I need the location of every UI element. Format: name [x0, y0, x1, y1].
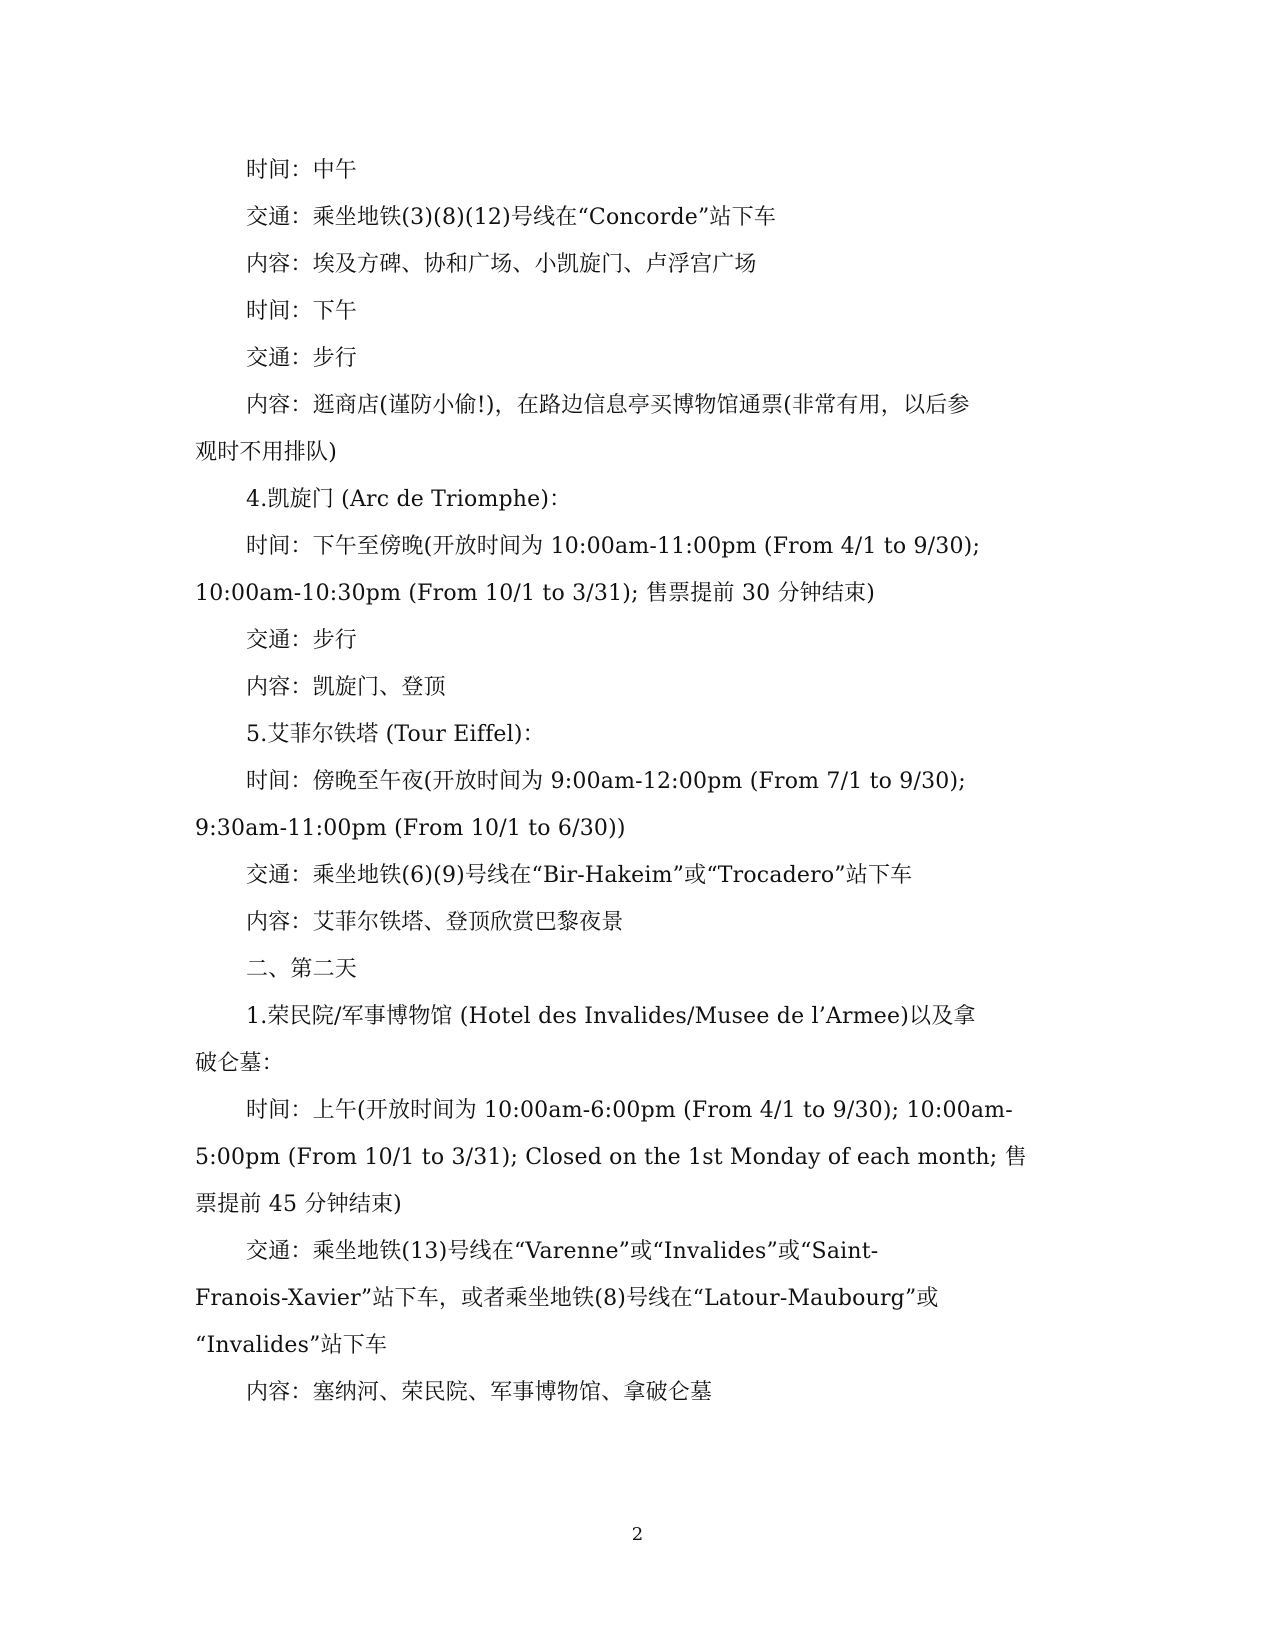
section-heading: 1.荣民院/军事博物馆 (Hotel des Invalides/Musee de l’Armee)以及拿 [246, 1004, 976, 1029]
text-line: 5:00pm (From 10/1 to 3/31); Closed on the 1st Monday of each month; 售 [195, 1145, 1027, 1170]
section-heading: 5.艾菲尔铁塔 (Tour Eiffel)： [246, 722, 545, 747]
text-line: 9:30am-11:00pm (From 10/1 to 6/30)) [195, 816, 626, 841]
text-line: 时间：中午 [246, 158, 358, 183]
text-line: 内容：塞纳河、荣民院、军事博物馆、拿破仑墓 [246, 1380, 713, 1405]
text-line: Franois-Xavier”站下车，或者乘坐地铁(8)号线在“Latour-Maubourg”或 [195, 1286, 939, 1311]
text-line: 票提前 45 分钟结束) [195, 1192, 402, 1217]
text-line: “Invalides”站下车 [195, 1333, 388, 1358]
section-heading: 破仑墓： [195, 1051, 284, 1076]
text-line: 交通：步行 [246, 628, 358, 653]
text-line: 内容：凯旋门、登顶 [246, 675, 446, 700]
text-line: 交通：步行 [246, 346, 358, 371]
text-line: 观时不用排队) [195, 440, 337, 465]
text-line: 交通：乘坐地铁(13)号线在“Varenne”或“Invalides”或“Saint- [246, 1239, 879, 1264]
section-heading: 二、第二天 [246, 957, 358, 982]
text-line: 时间：下午 [246, 299, 358, 324]
text-line: 10:00am-10:30pm (From 10/1 to 3/31); 售票提前 30 分钟结束) [195, 581, 876, 606]
text-line: 交通：乘坐地铁(3)(8)(12)号线在“Concorde”站下车 [246, 205, 777, 230]
text-line: 时间：上午(开放时间为 10:00am-6:00pm (From 4/1 to 9/30); 10:00am- [246, 1098, 1013, 1123]
text-line: 内容：逛商店(谨防小偷!)，在路边信息亭买博物馆通票(非常有用，以后参 [246, 393, 970, 418]
page-number: 2 [631, 1524, 644, 1545]
text-line: 内容：艾菲尔铁塔、登顶欣赏巴黎夜景 [246, 910, 624, 935]
section-heading: 4.凯旋门 (Arc de Triomphe)： [246, 487, 572, 512]
text-line: 内容：埃及方碑、协和广场、小凯旋门、卢浮宫广场 [246, 252, 757, 277]
text-line: 时间：傍晚至午夜(开放时间为 9:00am-12:00pm (From 7/1 to 9/30); [246, 769, 966, 794]
text-line: 交通：乘坐地铁(6)(9)号线在“Bir-Hakeim”或“Trocadero”站下车 [246, 863, 913, 888]
text-line: 时间：下午至傍晚(开放时间为 10:00am-11:00pm (From 4/1 to 9/30); [246, 534, 981, 559]
